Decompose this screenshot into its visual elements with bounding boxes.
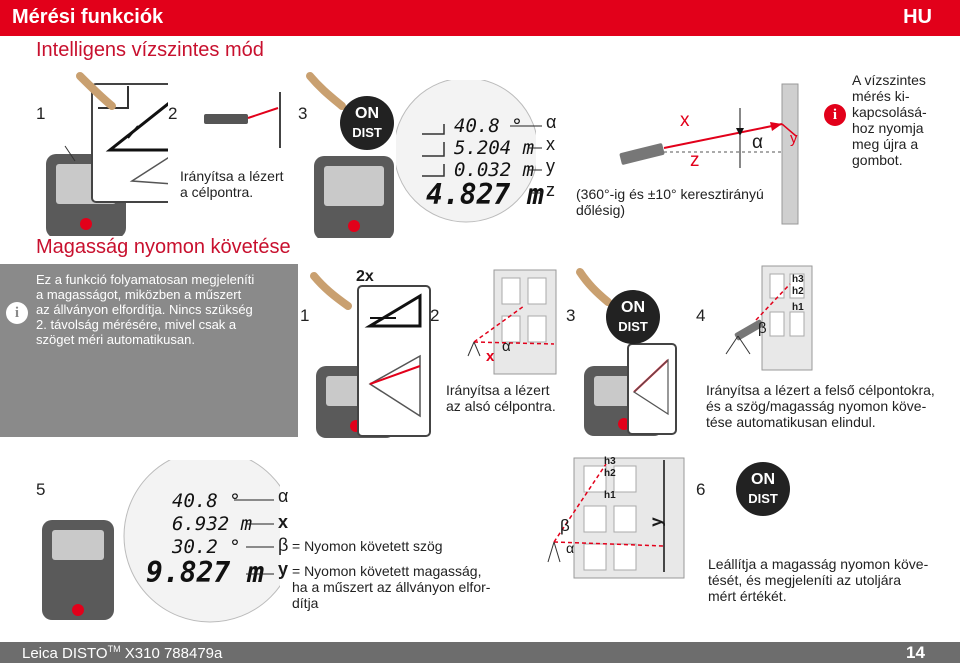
tilt-note-line-2: dőlésig) bbox=[576, 202, 626, 218]
info-text-right bbox=[852, 72, 927, 168]
hs2-instruction bbox=[446, 382, 556, 414]
legend-y-text bbox=[292, 563, 490, 611]
info-box-text bbox=[36, 272, 254, 347]
hs4-line-3: tése automatikusan elindul. bbox=[706, 414, 876, 430]
diagram-label-z: z bbox=[690, 150, 700, 171]
display-y-value: 0.032 m bbox=[454, 159, 535, 181]
info-box-line-5: szöget méri automatikusan. bbox=[36, 332, 195, 347]
footer-product bbox=[22, 644, 222, 662]
hs2-line-1: Irányítsa a lézert bbox=[446, 382, 550, 398]
label-y: y bbox=[546, 156, 555, 176]
hs4-h1: h1 bbox=[792, 302, 804, 313]
hs5-beta-label: β bbox=[560, 516, 570, 535]
legend-y-symbol: y bbox=[278, 559, 289, 579]
tilt-note-line-1: (360°-ig és ±10° keresztirányú bbox=[576, 186, 764, 202]
hs5-y-label: y bbox=[646, 517, 666, 527]
hs-step-number-1: 1 bbox=[300, 306, 310, 325]
info-line-1: A vízszintes bbox=[852, 72, 926, 88]
geometry-diagram bbox=[600, 78, 800, 228]
hs6-dist-label: DIST bbox=[748, 491, 778, 506]
info-box-line-4: 2. távolság mérésére, mivel csak a bbox=[36, 317, 237, 332]
hs3-dist-label: DIST bbox=[618, 319, 648, 334]
building-illustration-hs2 bbox=[458, 266, 560, 378]
diagram-label-y: y bbox=[790, 130, 798, 147]
label-alpha: α bbox=[546, 112, 557, 132]
info-box-line-1: Ez a funkció folyamatosan megjeleníti bbox=[36, 272, 255, 287]
legend-y-line-2: ha a műszert az állványon elfor- bbox=[292, 579, 491, 595]
hs5-h1: h1 bbox=[604, 490, 616, 501]
hs-step-number-5: 5 bbox=[36, 480, 46, 499]
hs5-display-beta: 30.2 ° bbox=[172, 536, 241, 558]
legend-y-line-1: = Nyomon követett magasság, bbox=[292, 563, 482, 579]
display-x-value: 5.204 m bbox=[454, 137, 535, 159]
info-line-3: kapcsolásá- bbox=[852, 104, 927, 120]
label-x: x bbox=[546, 134, 555, 154]
info-line-2: mérés ki- bbox=[852, 88, 910, 104]
display-alpha-value: 40.8 ° bbox=[454, 115, 523, 137]
language-code: HU bbox=[903, 6, 932, 28]
on-label: ON bbox=[355, 105, 379, 122]
info-line-6: gombot. bbox=[852, 152, 903, 168]
hs6-on-dist-button[interactable] bbox=[736, 462, 790, 516]
hs6-line-2: tését, és megjeleníti az utoljára bbox=[708, 572, 901, 588]
hs4-instruction bbox=[706, 382, 935, 430]
display-mode-icons bbox=[418, 120, 448, 180]
legend-beta-symbol: β bbox=[278, 535, 289, 555]
display-leader-lines bbox=[508, 120, 544, 200]
info-box-line-3: az állványon elfordítja. Nincs szükség bbox=[36, 302, 253, 317]
dist-label: DIST bbox=[352, 125, 382, 140]
section-title-smart-horizontal: Intelligens vízszintes mód bbox=[36, 39, 264, 61]
hs5-display-x: 6.932 m bbox=[172, 513, 253, 535]
hs-step-number-4: 4 bbox=[696, 306, 706, 325]
legend-beta-text: = Nyomon követett szög bbox=[292, 538, 443, 554]
info-box-icon: i bbox=[6, 302, 28, 324]
on-dist-button[interactable] bbox=[340, 96, 394, 150]
section-title-height-tracking: Magasság nyomon követése bbox=[36, 236, 291, 258]
device-illustration-hs1 bbox=[310, 266, 432, 438]
step-number-3: 3 bbox=[298, 104, 308, 123]
info-icon: i bbox=[824, 104, 846, 126]
hs5-h2: h2 bbox=[604, 468, 616, 479]
laser-device-illustration bbox=[200, 90, 290, 150]
hs2-x-mark: x bbox=[486, 348, 495, 365]
hs2-alpha-label: α bbox=[502, 338, 511, 355]
device-illustration-step1 bbox=[40, 66, 168, 236]
step2-instruction bbox=[180, 168, 284, 200]
hs5-display-y: 9.827 m bbox=[146, 556, 265, 589]
hs4-line-1: Irányítsa a lézert a felső célpontokra, bbox=[706, 382, 935, 398]
hs-step-number-3: 3 bbox=[566, 306, 576, 325]
hs5-alpha-label: α bbox=[566, 540, 575, 556]
legend-y-line-3: dítja bbox=[292, 595, 319, 611]
hs5-leader-lines bbox=[232, 494, 276, 584]
hs6-line-3: mért értékét. bbox=[708, 588, 787, 604]
step2-line-2: a célpontra. bbox=[180, 184, 254, 200]
hs6-instruction bbox=[708, 556, 928, 604]
hs6-on-label: ON bbox=[751, 471, 775, 488]
page-number: 14 bbox=[906, 643, 925, 662]
legend-alpha: α bbox=[278, 486, 289, 506]
device-illustration-step3 bbox=[300, 66, 410, 238]
hs5-display-alpha: 40.8 ° bbox=[172, 490, 241, 512]
footer-model: X310 788479a bbox=[120, 645, 223, 662]
hs6-line-1: Leállítja a magasság nyomon köve- bbox=[708, 556, 929, 572]
info-line-4: hoz nyomja bbox=[852, 120, 924, 136]
footer-tm: TM bbox=[107, 644, 121, 654]
hs2-line-2: az alsó célpontra. bbox=[446, 398, 556, 414]
display-z-value: 4.827 m bbox=[426, 178, 545, 211]
page-title: Mérési funkciók bbox=[12, 6, 164, 28]
legend-x: x bbox=[278, 512, 289, 532]
hs4-beta-label: β bbox=[758, 320, 767, 337]
hs3-on-label: ON bbox=[621, 299, 645, 316]
hs4-h3: h3 bbox=[792, 274, 804, 285]
info-box-line-2: a magasságot, miközben a műszert bbox=[36, 287, 242, 302]
hs4-h2: h2 bbox=[792, 286, 804, 297]
step-number-2: 2 bbox=[168, 104, 178, 123]
step-number-1: 1 bbox=[36, 104, 46, 123]
hs4-line-2: és a szög/magasság nyomon köve- bbox=[706, 398, 927, 414]
hs5-h3: h3 bbox=[604, 456, 616, 467]
diagram-label-x: x bbox=[680, 110, 690, 131]
info-line-5: meg újra a bbox=[852, 136, 919, 152]
diagram-label-alpha: α bbox=[752, 132, 763, 153]
hs-step-number-2: 2 bbox=[430, 306, 440, 325]
hs-step-number-6: 6 bbox=[696, 480, 706, 499]
label-z: z bbox=[546, 180, 555, 200]
footer-brand: Leica DISTO bbox=[22, 645, 108, 662]
step2-line-1: Irányítsa a lézert bbox=[180, 168, 284, 184]
hs3-on-dist-button[interactable] bbox=[606, 290, 660, 344]
press-count: 2x bbox=[356, 268, 374, 285]
